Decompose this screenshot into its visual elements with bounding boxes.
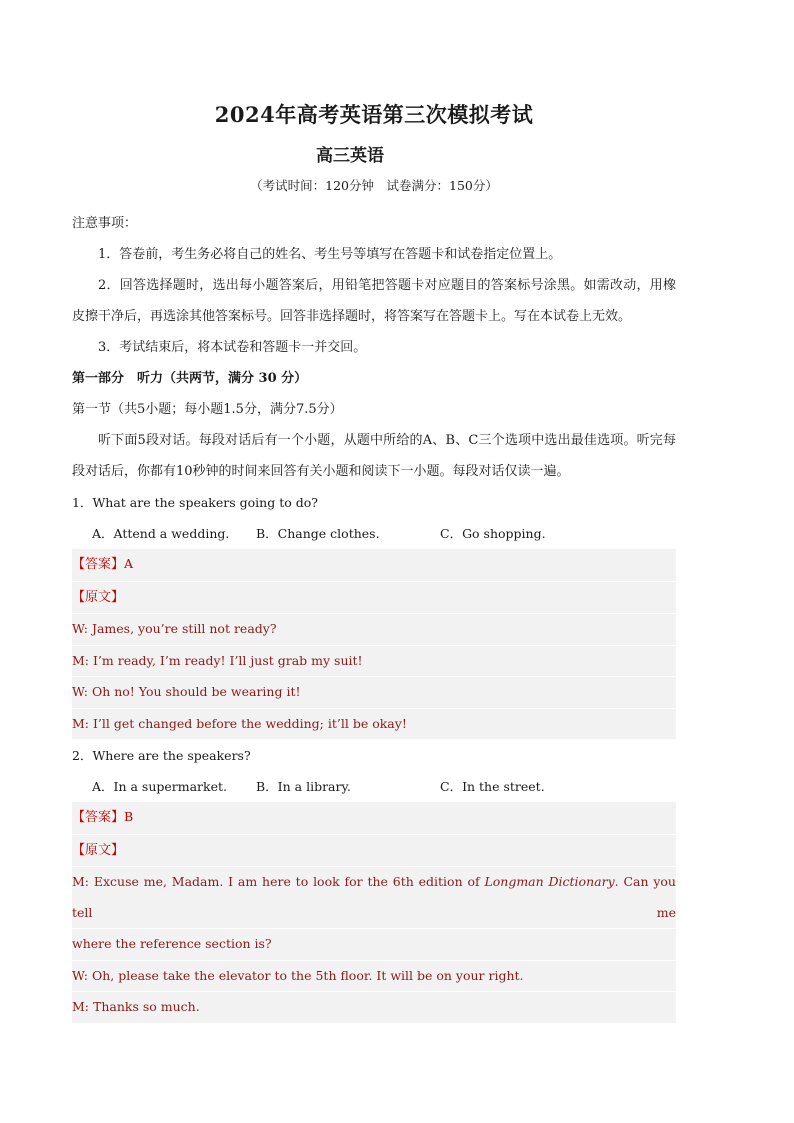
exam-title: 2024年高考英语第三次模拟考试 [214, 102, 534, 127]
q2-option-c: C．In the street. [440, 779, 545, 794]
notice-item-3: 3．考试结束后，将本试卷和答题卡一并交回。 [98, 340, 367, 355]
q1-option-b: B．Change clothes. [256, 526, 380, 541]
q2-dialog-line-4: M: Thanks so much. [72, 992, 676, 1024]
answer-label: 【答案】 [72, 810, 125, 825]
q1-answer-value: A [124, 556, 134, 571]
transcript-label: 【原文】 [72, 589, 125, 605]
question-1-answer-block [72, 549, 676, 740]
question-1-stem: 1．What are the speakers going to do? [72, 495, 318, 510]
q2-dialog-line-1-before: M: Excuse me, Madam. I am here to look for the 6th edition of [72, 874, 485, 889]
q1-option-c: C．Go shopping. [440, 526, 546, 541]
q2-dialog-line-1-after: . Can you tell me [72, 874, 676, 920]
q1-answer-line [72, 549, 676, 582]
question-2-stem: 2．Where are the speakers? [72, 748, 251, 763]
notice-item-2: 2．回答选择题时，选出每小题答案后，用铅笔把答题卡对应题目的答案标号涂黑。如需改动，用橡皮擦干净后，再选涂其他答案标号。回答非选择题时，将答案写在答题卡上。写在本试卷上无效。 [72, 278, 676, 324]
notice-item-1: 1．答卷前，考生务必将自己的姓名、考生号等填写在答题卡和试卷指定位置上。 [98, 247, 562, 262]
q1-dialog-line-3: W: Oh no! You should be wearing it! [72, 677, 676, 709]
q2-transcript-label-line [72, 835, 676, 868]
question-2-answer-block [72, 802, 676, 1024]
q2-answer-line [72, 802, 676, 835]
exam-subtitle [72, 144, 676, 168]
exam-info: （考试时间：120分钟 试卷满分：150分） [250, 178, 498, 193]
book-title: Longman Dictionary [484, 874, 615, 889]
notice-heading: 注意事项： [72, 216, 138, 231]
q2-dialog-line-3: W: Oh, please take the elevator to the 5th floor. It will be on your right. [72, 961, 676, 993]
transcript-label: 【原文】 [72, 842, 125, 858]
q1-dialog-line-4: M: I’ll get changed before the wedding; it’ll be okay! [72, 709, 676, 741]
q2-option-b: B．In a library. [256, 779, 351, 794]
answer-label: 【答案】 [72, 557, 125, 572]
q1-dialog-line-2: M: I’m ready, I’m ready! I’ll just grab my suit! [72, 646, 676, 678]
section1-heading: 第一节（共5小题；每小题1.5分，满分7.5分） [72, 402, 343, 417]
exam-page [72, 100, 676, 1024]
part1-heading: 第一部分 听力（共两节，满分 30 分） [72, 371, 308, 386]
q1-transcript-label-line [72, 582, 676, 615]
listening-instructions: 听下面5段对话。每段对话后有一个小题，从题中所给的A、B、C三个选项中选出最佳选项。听完每段对话后，你都有10秒钟的时间来回答有关小题和阅读下一小题。每段对话仅读一遍。 [72, 433, 676, 479]
q2-dialog-line-2: where the reference section is? [72, 929, 676, 961]
q2-option-a: A．In a supermarket. [92, 779, 228, 794]
subtitle-text: 高三英语 [316, 146, 384, 166]
q2-answer-value: B [124, 809, 134, 824]
q1-dialog-line-1: W: James, you’re still not ready? [72, 614, 676, 646]
question-1-options [72, 518, 676, 549]
q2-dialog-line-1 [72, 867, 676, 929]
question-2-options [72, 771, 676, 802]
q1-option-a: A．Attend a wedding. [92, 526, 230, 541]
